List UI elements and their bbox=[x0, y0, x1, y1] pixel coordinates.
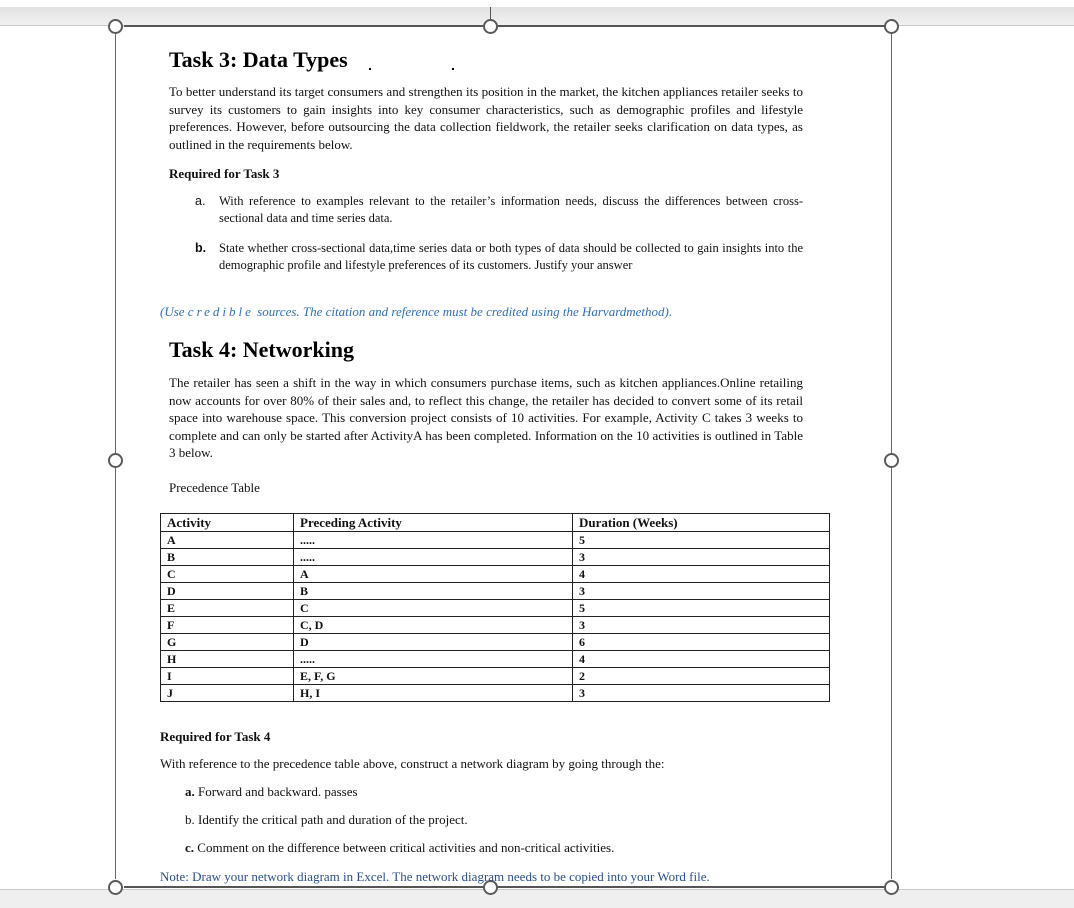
preceding-cell: ..... bbox=[294, 532, 573, 549]
citation-note-suffix: sources. The citation and reference must be credited using the Harvardmethod). bbox=[253, 304, 673, 319]
preceding-cell: H, I bbox=[294, 685, 573, 702]
duration-cell: 4 bbox=[573, 566, 830, 583]
final-note: Note: Draw your network diagram in Excel. The network diagram needs to be copied into your Word file. bbox=[160, 869, 710, 884]
task4-item-b-text: Identify the critical path and duration of the project. bbox=[194, 812, 468, 827]
activity-cell: B bbox=[161, 549, 294, 566]
task4-title: Task 4: Networking bbox=[169, 337, 354, 362]
bottom-page-gap bbox=[0, 889, 1074, 908]
task4-item-b-marker: b. bbox=[185, 812, 195, 827]
task3-item-a-marker: a. bbox=[195, 194, 206, 208]
resize-handle-top-right[interactable] bbox=[884, 19, 899, 34]
table-row bbox=[161, 685, 830, 702]
activity-cell: C bbox=[161, 566, 294, 583]
resize-handle-top-left[interactable] bbox=[108, 19, 123, 34]
preceding-cell: C bbox=[294, 600, 573, 617]
preceding-cell: A bbox=[294, 566, 573, 583]
selection-frame-right-upper bbox=[891, 33, 892, 453]
top-page-gap bbox=[0, 7, 1074, 26]
selection-frame-left-lower bbox=[115, 467, 116, 879]
selection-frame-right-lower bbox=[891, 467, 892, 879]
task4-instruction: With reference to the precedence table above, construct a network diagram by going through the: bbox=[160, 756, 665, 771]
citation-note-spaced: credible bbox=[187, 304, 254, 319]
activity-cell: A bbox=[161, 532, 294, 549]
header-preceding-activity: Preceding Activity bbox=[294, 514, 573, 532]
task4-item-c-text: Comment on the difference between critical activities and non-critical activities. bbox=[194, 840, 615, 855]
resize-handle-middle-right[interactable] bbox=[884, 453, 899, 468]
selection-frame-top bbox=[124, 25, 890, 27]
task3-item-b: State whether cross-sectional data,time series data or both types of data should be collected to gain insights into the demographic profile and lifestyle preferences of its customers. Justify your answer bbox=[219, 241, 803, 272]
activity-cell: E bbox=[161, 600, 294, 617]
task3-item-a: With reference to examples relevant to the retailer’s information needs, discuss the differences between cross-sectional data and time series data. bbox=[219, 194, 803, 225]
table-row bbox=[161, 532, 830, 549]
resize-handle-bottom-left[interactable] bbox=[108, 880, 123, 895]
preceding-cell: B bbox=[294, 583, 573, 600]
preceding-cell: ..... bbox=[294, 651, 573, 668]
table-row bbox=[161, 651, 830, 668]
duration-cell: 5 bbox=[573, 600, 830, 617]
table-row bbox=[161, 549, 830, 566]
stray-mark bbox=[452, 68, 454, 70]
duration-cell: 6 bbox=[573, 634, 830, 651]
selection-frame-left-upper bbox=[115, 33, 116, 453]
table-row bbox=[161, 566, 830, 583]
duration-cell: 2 bbox=[573, 668, 830, 685]
citation-note-prefix: (Use bbox=[160, 304, 188, 319]
preceding-cell: C, D bbox=[294, 617, 573, 634]
task4-item-c bbox=[185, 840, 614, 856]
header-duration: Duration (Weeks) bbox=[573, 514, 830, 532]
duration-cell: 3 bbox=[573, 617, 830, 634]
task4-item-a-marker: a. bbox=[185, 784, 195, 799]
activity-cell: G bbox=[161, 634, 294, 651]
task3-title: Task 3: Data Types bbox=[169, 47, 348, 72]
duration-cell: 5 bbox=[573, 532, 830, 549]
activity-cell: J bbox=[161, 685, 294, 702]
duration-cell: 3 bbox=[573, 549, 830, 566]
table-header-row bbox=[161, 514, 830, 532]
task3-required-label: Required for Task 3 bbox=[169, 166, 280, 181]
activity-cell: H bbox=[161, 651, 294, 668]
preceding-cell: ..... bbox=[294, 549, 573, 566]
table-row bbox=[161, 617, 830, 634]
task4-item-a-text: Forward and backward. passes bbox=[194, 784, 358, 799]
resize-handle-top-center[interactable] bbox=[483, 19, 498, 34]
stray-mark bbox=[369, 68, 371, 70]
task3-item-b-marker: b. bbox=[195, 241, 207, 255]
preceding-cell: E, F, G bbox=[294, 668, 573, 685]
table-row bbox=[161, 583, 830, 600]
task4-item-c-marker: c. bbox=[185, 840, 195, 855]
resize-handle-middle-left[interactable] bbox=[108, 453, 123, 468]
activity-cell: D bbox=[161, 583, 294, 600]
table-caption: Precedence Table bbox=[169, 480, 260, 495]
resize-handle-bottom-right[interactable] bbox=[884, 880, 899, 895]
table-row bbox=[161, 668, 830, 685]
selection-frame-bottom bbox=[124, 886, 890, 888]
duration-cell: 3 bbox=[573, 685, 830, 702]
task4-item-a bbox=[185, 784, 358, 800]
header-activity: Activity bbox=[161, 514, 294, 532]
task4-intro: The retailer has seen a shift in the way in which consumers purchase items, such as kitchen appliances.Online retailing now accounts for over 80% of their sales and, to reflect this change, the retailer has decided to convert some of its retail space into warehouse space. This conversion project consists of 10 activities. For example, Activity C takes 3 weeks to complete and can only be started after ActivityA has been completed. Information on the 10 activities is outlined in Table 3 below. bbox=[169, 375, 803, 460]
activity-cell: F bbox=[161, 617, 294, 634]
task4-item-b bbox=[185, 812, 468, 828]
table-row bbox=[161, 600, 830, 617]
duration-cell: 3 bbox=[573, 583, 830, 600]
task3-intro: To better understand its target consumers and strengthen its position in the market, the kitchen appliances retailer seeks to survey its customers to gain insights into key consumer characteristics, such as demographic profiles and lifestyle preferences. However, before outsourcing the data collection fieldwork, the retailer seeks clarification on data types, as outlined in the requirements below. bbox=[169, 84, 803, 152]
precedence-table bbox=[160, 513, 830, 702]
duration-cell: 4 bbox=[573, 651, 830, 668]
table-row bbox=[161, 634, 830, 651]
task4-required-label: Required for Task 4 bbox=[160, 729, 271, 744]
activity-cell: I bbox=[161, 668, 294, 685]
preceding-cell: D bbox=[294, 634, 573, 651]
citation-note bbox=[160, 304, 672, 320]
